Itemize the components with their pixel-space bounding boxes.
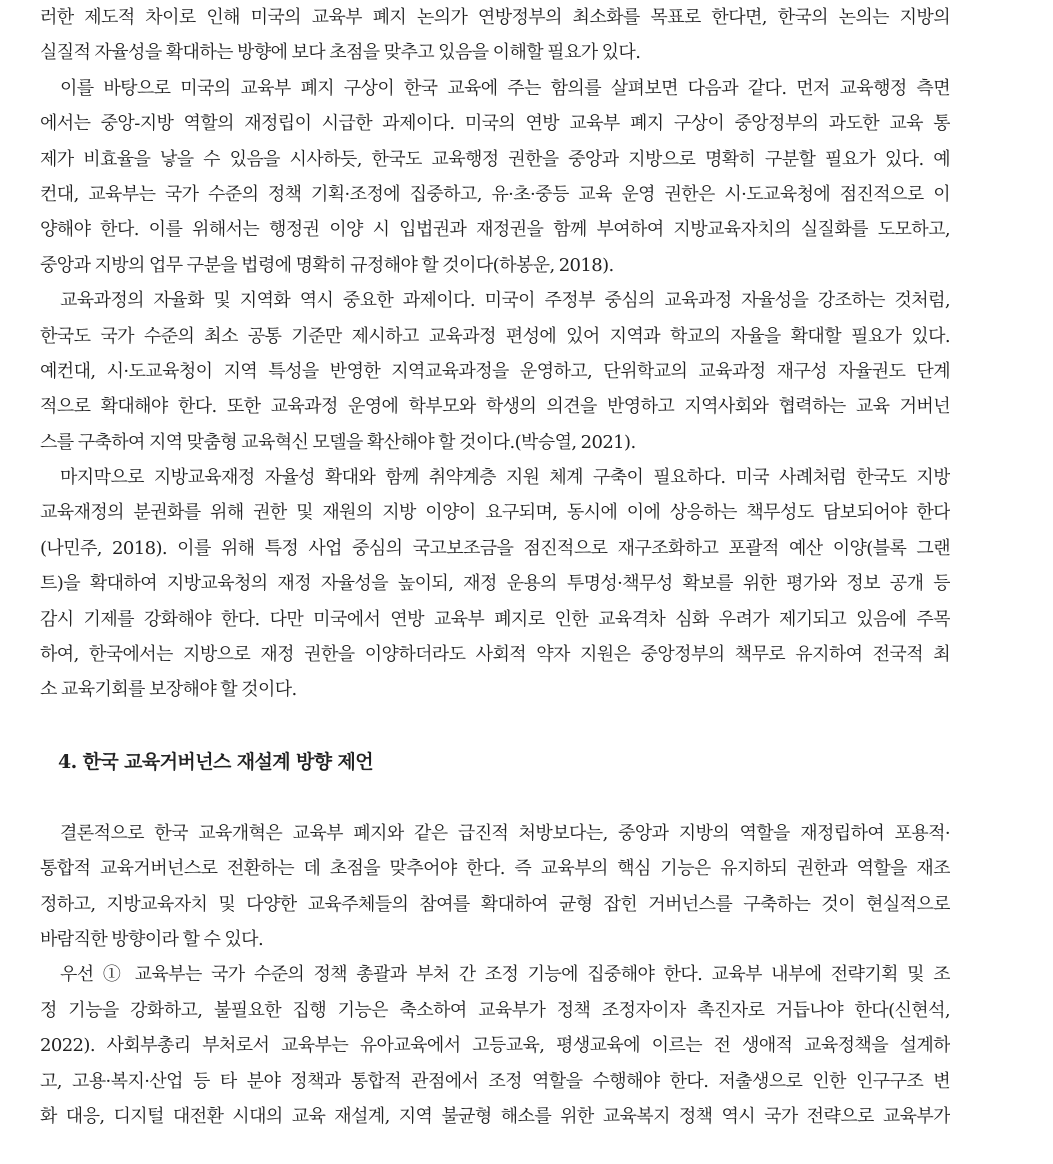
text-line: 이를 바탕으로 미국의 교육부 폐지 구상이 한국 교육에 주는 함의를 살펴보면 다음과 같다. 먼저 교육행정 측면: [60, 77, 950, 99]
text-line: 한국도 국가 수준의 최소 공통 기준만 제시하고 교육과정 편성에 있어 지역과 학교의 자율을 확대할 필요가 있다.: [40, 325, 950, 347]
text-line: 교육과정의 자율화 및 지역화 역시 중요한 과제이다. 미국이 주정부 중심의 교육과정 자율성을 강조하는 것처럼,: [60, 290, 950, 312]
text-line: 통합적 교육거버넌스로 전환하는 데 초점을 맞추어야 한다. 즉 교육부의 핵심 기능은 유지하되 권한과 역할을 재조: [40, 858, 950, 880]
text-line: 소 교육기회를 보장해야 할 것이다.: [40, 679, 297, 701]
text-line: 트)을 확대하여 지방교육청의 재정 자율성을 높이되, 재정 운용의 투명성·책무성 확보를 위한 평가와 정보 공개 등: [40, 573, 950, 595]
text-line: 중앙과 지방의 업무 구분을 법령에 명확히 규정해야 할 것이다(하봉운, 2018).: [40, 254, 614, 276]
text-line: 정 기능을 강화하고, 불필요한 집행 기능은 축소하여 교육부가 정책 조정자이자 촉진자로 거듭나야 한다(신현석,: [40, 999, 950, 1021]
text-line: 2022). 사회부총리 부처로서 교육부는 유아교육에서 고등교육, 평생교육에 이르는 전 생애적 교육정책을 설계하: [40, 1035, 950, 1057]
text-line: 화 대응, 디지털 대전환 시대의 교육 재설계, 지역 불균형 해소를 위한 교육복지 정책 역시 국가 전략으로 교육부가: [40, 1105, 950, 1127]
paragraph-curriculum: [40, 283, 950, 460]
spacer: [40, 708, 950, 744]
paragraph-finance: [40, 460, 950, 708]
text-line: 러한 제도적 차이로 인해 미국의 교육부 폐지 논의가 연방정부의 최소화를 목표로 한다면, 한국의 논의는 지방의: [40, 7, 950, 28]
text-line: 정하고, 지방교육자치 및 다양한 교육주체들의 참여를 확대하여 균형 잡힌 거버넌스를 구축하는 것이 현실적으로: [40, 893, 950, 915]
document-page: [40, 0, 950, 1134]
text-line: 결론적으로 한국 교육개혁은 교육부 폐지와 같은 급진적 처방보다는, 중앙과 지방의 역할을 재정립하여 포용적·: [60, 822, 950, 844]
section-heading: 4. 한국 교육거버넌스 재설계 방향 제언: [58, 750, 374, 773]
text-line: 우선 ① 교육부는 국가 수준의 정책 총괄과 부처 간 조정 기능에 집중해야 한다. 교육부 내부에 전략기획 및 조: [60, 964, 950, 986]
paragraph-administration: [40, 71, 950, 283]
spacer: [40, 780, 950, 816]
paragraph-ministry-role: [40, 957, 950, 1134]
text-line: 하여, 한국에서는 지방으로 재정 권한을 이양하더라도 사회적 약자 지원은 중앙정부의 책무로 유지하여 전국적 최: [40, 644, 950, 666]
paragraph-conclusion: [40, 816, 950, 958]
text-line: 바람직한 방향이라 할 수 있다.: [40, 928, 264, 950]
text-line: 예컨대, 시·도교육청이 지역 특성을 반영한 지역교육과정을 운영하고, 단위학교의 교육과정 재구성 자율권도 단계: [40, 360, 950, 382]
text-line: 스를 구축하여 지역 맞춤형 교육혁신 모델을 확산해야 할 것이다.(박승열, 2021).: [40, 431, 636, 453]
text-line: 교육재정의 분권화를 위해 권한 및 재원의 지방 이양이 요구되며, 동시에 이에 상응하는 책무성도 담보되어야 한다: [40, 502, 950, 524]
text-line: 양해야 한다. 이를 위해서는 행정권 이양 시 입법권과 재정권을 함께 부여하여 지방교육자치의 실질화를 도모하고,: [40, 219, 950, 241]
text-line: (나민주, 2018). 이를 위해 특정 사업 중심의 국고보조금을 점진적으로 재구조화하고 포괄적 예산 이양(블록 그랜: [40, 537, 950, 559]
text-line: 제가 비효율을 낳을 수 있음을 시사하듯, 한국도 교육행정 권한을 중앙과 지방으로 명확히 구분할 필요가 있다. 예: [40, 148, 950, 170]
text-line: 고, 고용·복지·산업 등 타 분야 정책과 통합적 관점에서 조정 역할을 수행해야 한다. 저출생으로 인한 인구구조 변: [40, 1070, 950, 1092]
text-line: 에서는 중앙-지방 역할의 재정립이 시급한 과제이다. 미국의 연방 교육부 폐지 구상이 중앙정부의 과도한 교육 통: [40, 113, 950, 135]
text-line: 컨대, 교육부는 국가 수준의 정책 기획·조정에 집중하고, 유·초·중등 교육 운영 권한은 시·도교육청에 점진적으로 이: [40, 183, 950, 205]
text-line: 감시 기제를 강화해야 한다. 다만 미국에서 연방 교육부 폐지로 인한 교육격차 심화 우려가 제기되고 있음에 주목: [40, 608, 950, 630]
paragraph-intro-continuation: [40, 0, 950, 71]
text-line: 실질적 자율성을 확대하는 방향에 보다 초점을 맞추고 있음을 이해할 필요가 있다.: [40, 42, 641, 64]
text-line: 적으로 확대해야 한다. 또한 교육과정 운영에 학부모와 학생의 의견을 반영하고 지역사회와 협력하는 교육 거버넌: [40, 396, 950, 418]
text-line: 마지막으로 지방교육재정 자율성 확대와 함께 취약계층 지원 체계 구축이 필요하다. 미국 사례처럼 한국도 지방: [60, 467, 950, 489]
